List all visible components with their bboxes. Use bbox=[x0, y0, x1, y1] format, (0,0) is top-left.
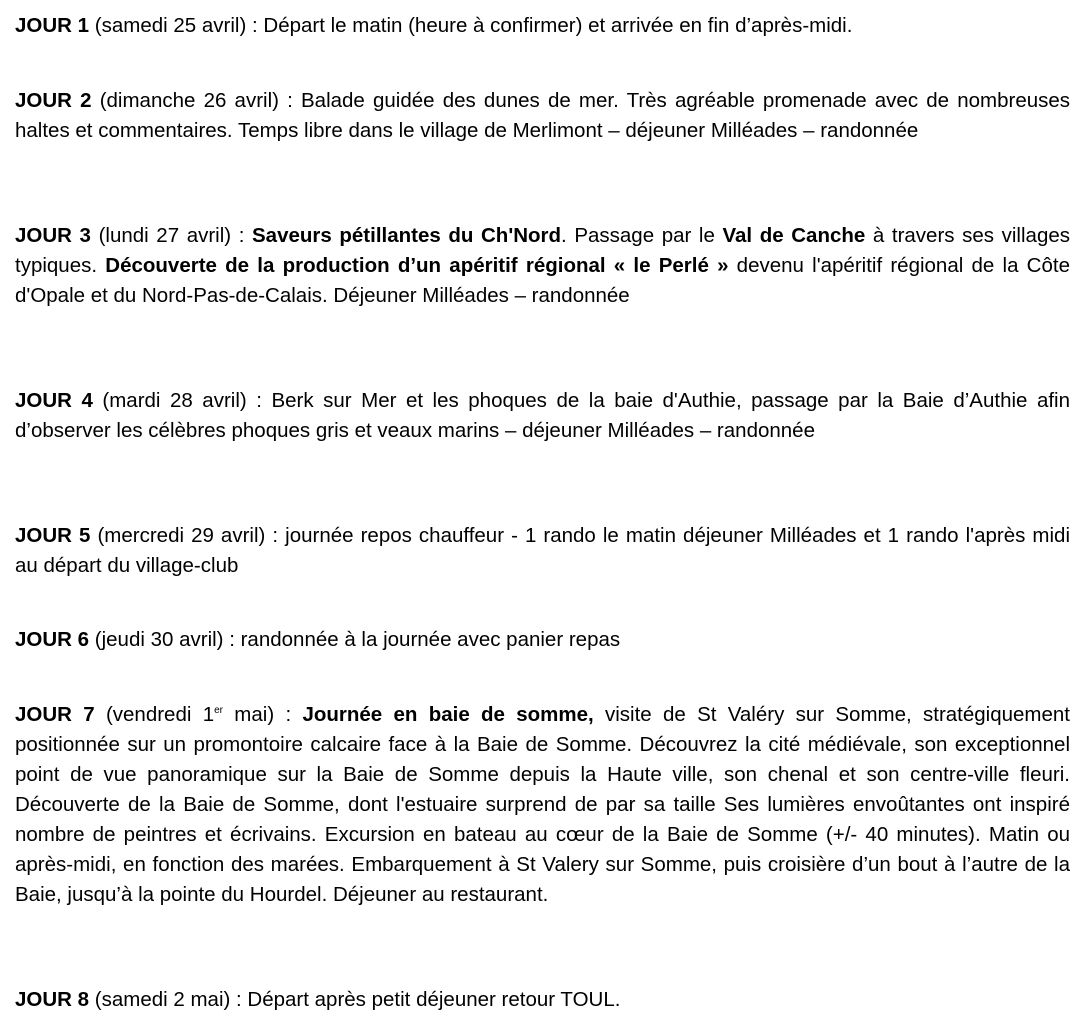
day-3-text-part-3: devenu l'apéritif régional de la Côte d'Opale et du Nord-Pas-de-Calais. Déjeuner Milléades – randonnée bbox=[15, 254, 1070, 307]
day-2-label: JOUR 2 bbox=[15, 89, 92, 112]
day-7-text: visite de St Valéry sur Somme, stratégiquement positionnée sur un promontoire calcaire face à la Baie de Somme. Découvrez la cité médiévale, son exceptionnel point de vue panoramique sur la Baie de Somme depuis la Haute ville, son chenal et son centre-ville fleuri. Découverte de la Baie de Somme, dont l'estuaire surprend de par sa taille Ses lumières envoûtantes ont inspiré nombre de peintres et écrivains. Excursion en bateau au cœur de la Baie de Somme (+/- 40 minutes). Matin ou après-midi, en fonction des marées. Embarquement à St Valery sur Somme, puis croisière d’un bout à l’autre de la Baie, jusqu’à la pointe du Hourdel. Déjeuner au restaurant. bbox=[15, 703, 1070, 906]
day-8-date: (samedi 2 mai) bbox=[94, 988, 231, 1011]
day-8-text: Départ après petit déjeuner retour TOUL. bbox=[247, 988, 621, 1011]
day-5-paragraph bbox=[15, 521, 1070, 581]
day-1-date: (samedi 25 avril) bbox=[94, 14, 247, 37]
day-3-text-part-2: à travers ses villages typiques. bbox=[15, 224, 1070, 277]
day-8-label: JOUR 8 bbox=[15, 988, 90, 1011]
day-1-paragraph bbox=[15, 11, 1070, 41]
day-3-highlight-perle: Découverte de la production d’un apéritif régional « le Perlé » bbox=[105, 254, 729, 277]
day-7-date-end: mai) bbox=[223, 703, 275, 726]
day-3-paragraph bbox=[15, 221, 1070, 311]
day-5-date: (mercredi 29 avril) bbox=[97, 524, 266, 547]
day-2-text: Balade guidée des dunes de mer. Très agréable promenade avec de nombreuses haltes et commentaires. Temps libre dans le village de Merlimont – déjeuner Milléades – randonnée bbox=[15, 89, 1071, 142]
day-7-date-start: (vendredi 1 bbox=[105, 703, 215, 726]
day-3-highlight-saveurs: Saveurs pétillantes du Ch'Nord bbox=[252, 224, 562, 247]
day-8-paragraph bbox=[15, 985, 1070, 1015]
day-7-highlight-baie: Journée en baie de somme, bbox=[302, 703, 594, 726]
day-1-separator: : bbox=[246, 14, 264, 37]
day-2-paragraph bbox=[15, 86, 1070, 146]
day-4-text: Berk sur Mer et les phoques de la baie d'Authie, passage par la Baie d’Authie afin d’observer les célèbres phoques gris et veaux marins – déjeuner Milléades – randonnée bbox=[15, 389, 1070, 442]
day-8-separator: : bbox=[230, 988, 248, 1011]
day-5-text: journée repos chauffeur - 1 rando le matin déjeuner Milléades et 1 rando l'après midi au départ du village-club bbox=[15, 524, 1070, 577]
day-2-date: (dimanche 26 avril) bbox=[99, 89, 279, 112]
day-7-date bbox=[106, 703, 274, 726]
day-3-date: (lundi 27 avril) bbox=[98, 224, 232, 247]
day-7-label: JOUR 7 bbox=[15, 703, 95, 726]
day-6-text: randonnée à la journée avec panier repas bbox=[240, 628, 621, 651]
day-1-label: JOUR 1 bbox=[15, 14, 90, 37]
day-4-label: JOUR 4 bbox=[15, 389, 93, 412]
day-6-label: JOUR 6 bbox=[15, 628, 90, 651]
day-3-label: JOUR 3 bbox=[15, 224, 91, 247]
day-3-separator: : bbox=[231, 224, 252, 247]
day-4-date: (mardi 28 avril) bbox=[102, 389, 247, 412]
day-5-label: JOUR 5 bbox=[15, 524, 91, 547]
day-1-text: Départ le matin (heure à confirmer) et arrivée en fin d’après-midi. bbox=[263, 14, 853, 37]
day-5-separator: : bbox=[265, 524, 286, 547]
day-3-highlight-val-de-canche: Val de Canche bbox=[722, 224, 866, 247]
day-7-date-ordinal: er bbox=[214, 705, 224, 716]
day-6-paragraph bbox=[15, 625, 1070, 655]
day-4-separator: : bbox=[246, 389, 272, 412]
day-7-separator: : bbox=[274, 703, 303, 726]
day-7-paragraph bbox=[15, 700, 1070, 910]
day-3-text-part-1: . Passage par le bbox=[561, 224, 723, 247]
day-6-separator: : bbox=[223, 628, 241, 651]
day-4-paragraph bbox=[15, 386, 1070, 446]
day-6-date: (jeudi 30 avril) bbox=[94, 628, 224, 651]
day-2-separator: : bbox=[278, 89, 301, 112]
